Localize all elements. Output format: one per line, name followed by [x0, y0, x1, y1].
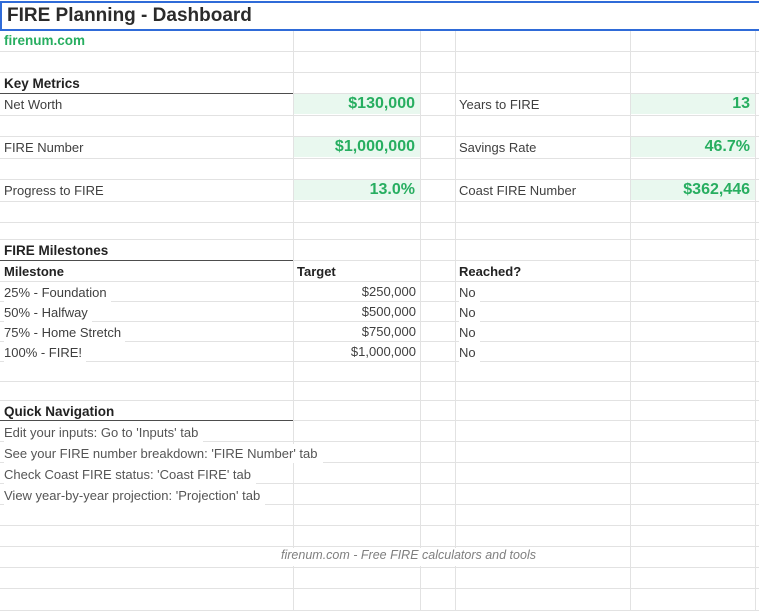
metric-value-years-to-fire[interactable]: 13 [631, 94, 755, 114]
site-link[interactable]: firenum.com [4, 31, 89, 50]
gridline-h [0, 201, 759, 202]
section-underline [0, 420, 293, 421]
milestones-heading: FIRE Milestones [4, 241, 112, 260]
metric-label-progress-to-fire: Progress to FIRE [4, 181, 108, 200]
milestone-name: 50% - Halfway [4, 303, 92, 322]
gridline-h [0, 158, 759, 159]
column-header-reached: Reached? [459, 264, 522, 279]
nav-hint-fire-number-tab: See your FIRE number breakdown: 'FIRE Number' tab [4, 444, 323, 463]
metric-label-coast-fire-number: Coast FIRE Number [459, 181, 580, 200]
page-title: FIRE Planning - Dashboard [7, 5, 252, 26]
metric-value-coast-fire-number[interactable]: $362,446 [631, 180, 755, 200]
milestone-name: 100% - FIRE! [4, 343, 86, 362]
metric-label-net-worth: Net Worth [4, 95, 66, 114]
gridline-h [0, 381, 759, 382]
metric-value-fire-number[interactable]: $1,000,000 [294, 137, 420, 157]
gridline-h [0, 610, 759, 611]
milestone-target: $250,000 [294, 282, 420, 300]
gridline-h [0, 115, 759, 116]
column-header-target: Target [297, 264, 336, 279]
gridline-h [0, 588, 759, 589]
milestone-reached: No [459, 343, 480, 362]
nav-hint-coast-fire-tab: Check Coast FIRE status: 'Coast FIRE' tab [4, 465, 256, 484]
milestone-reached: No [459, 303, 480, 322]
metric-value-progress-to-fire[interactable]: 13.0% [294, 180, 420, 200]
metric-label-years-to-fire: Years to FIRE [459, 95, 543, 114]
milestone-reached: No [459, 283, 480, 302]
gridline-v [420, 30, 421, 610]
milestone-target: $1,000,000 [294, 342, 420, 360]
milestone-name: 75% - Home Stretch [4, 323, 125, 342]
sheet-title-cell[interactable] [0, 1, 759, 31]
key-metrics-heading: Key Metrics [4, 74, 84, 93]
gridline-h [0, 239, 759, 240]
nav-hint-inputs-tab: Edit your inputs: Go to 'Inputs' tab [4, 423, 203, 442]
gridline-h [0, 222, 759, 223]
section-underline [0, 260, 293, 261]
gridline-h [0, 525, 759, 526]
milestone-name: 25% - Foundation [4, 283, 111, 302]
metric-value-net-worth[interactable]: $130,000 [294, 94, 420, 114]
footer-note: firenum.com - Free FIRE calculators and tools [200, 548, 617, 566]
milestone-target: $500,000 [294, 302, 420, 320]
gridline-v [293, 30, 294, 610]
metric-label-fire-number: FIRE Number [4, 138, 87, 157]
metric-label-savings-rate: Savings Rate [459, 138, 540, 157]
gridline-v [455, 30, 456, 610]
metric-value-savings-rate[interactable]: 46.7% [631, 137, 755, 157]
section-underline [0, 93, 293, 94]
gridline-h [0, 546, 759, 547]
nav-hint-projection-tab: View year-by-year projection: 'Projection' tab [4, 486, 265, 505]
gridline-h [0, 361, 759, 362]
column-header-milestone: Milestone [4, 264, 64, 279]
quick-navigation-heading: Quick Navigation [4, 402, 118, 421]
gridline-h [0, 51, 759, 52]
gridline-h [0, 400, 759, 401]
gridline-v [630, 30, 631, 610]
gridline-v [755, 30, 756, 610]
gridline-h [0, 567, 759, 568]
gridline-h [0, 72, 759, 73]
milestone-reached: No [459, 323, 480, 342]
milestone-target: $750,000 [294, 322, 420, 340]
